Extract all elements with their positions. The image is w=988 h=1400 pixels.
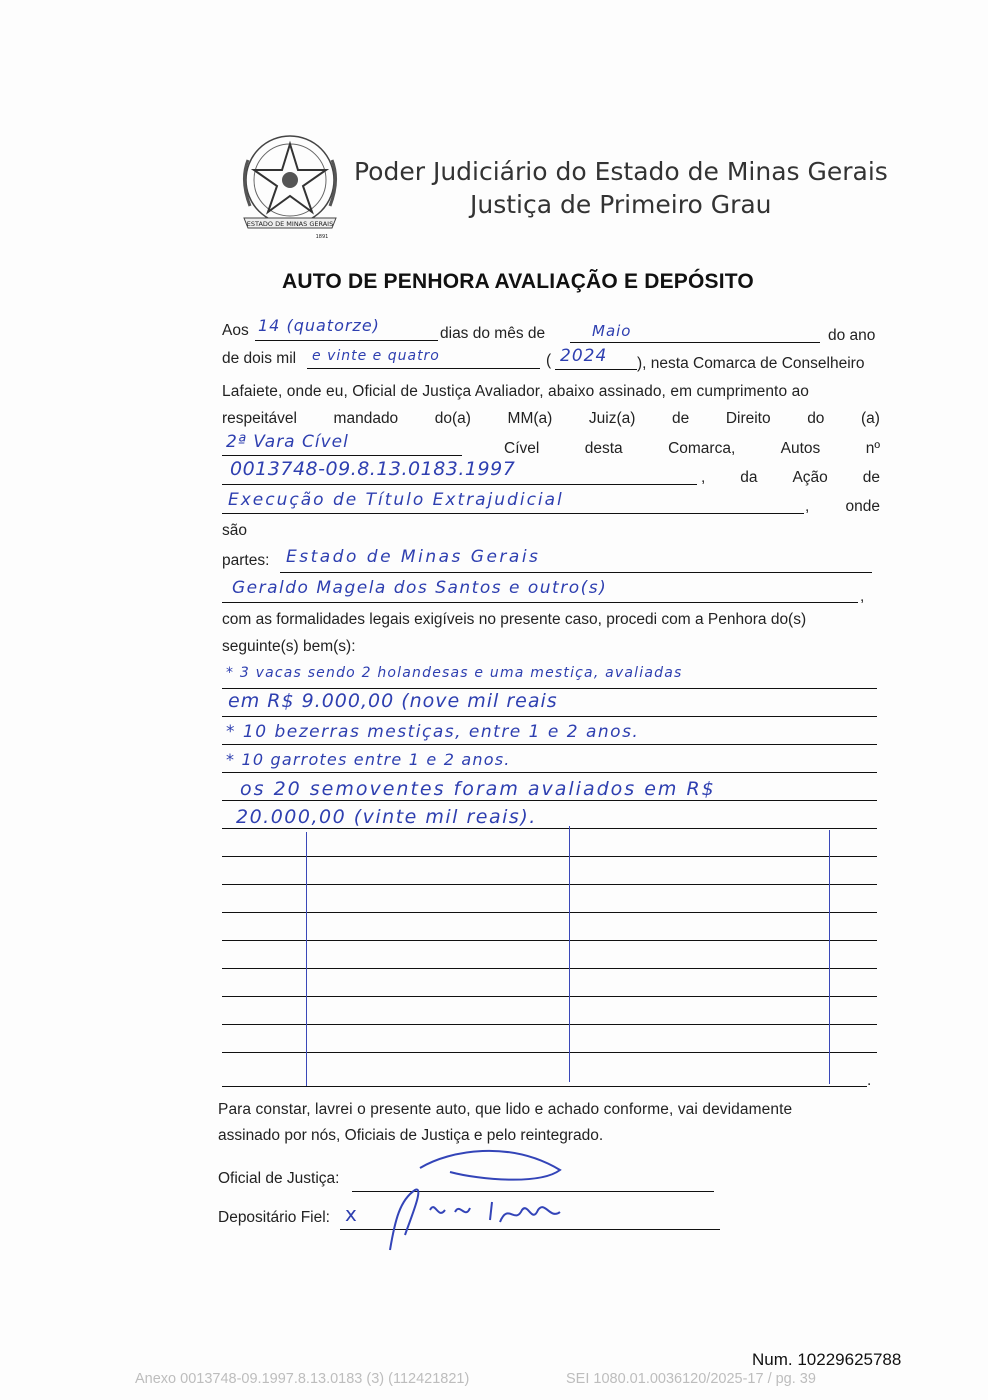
ruled-line xyxy=(222,940,877,941)
document-title: AUTO DE PENHORA AVALIAÇÃO E DEPÓSITO xyxy=(282,270,754,293)
field-mes-line xyxy=(570,342,820,343)
hw-dia: 14 (quatorze) xyxy=(258,316,380,335)
header-line-2: Justiça de Primeiro Grau xyxy=(470,190,772,219)
text-closing-2: assinado por nós, Oficiais de Justiça e pelo reintegrado. xyxy=(218,1127,604,1144)
hw-acao: Execução de Título Extrajudicial xyxy=(228,490,564,510)
text-formalidades: com as formalidades legais exigíveis no presente caso, procedi com a Penhora do(s) xyxy=(222,611,807,628)
hw-parte1: Estado de Minas Gerais xyxy=(286,547,541,567)
ruled-line xyxy=(222,996,877,997)
footer-sei: SEI 1080.01.0036120/2025-17 / pg. 39 xyxy=(566,1371,816,1387)
document-number: Num. 10229625788 xyxy=(752,1350,902,1369)
field-ano-line xyxy=(555,369,637,370)
seal-text: ESTADO DE MINAS GERAIS xyxy=(246,220,334,228)
label-paren: ( xyxy=(546,352,552,369)
seal-year: 1891 xyxy=(315,234,329,240)
cancel-stroke xyxy=(306,832,307,1086)
header-line-1: Poder Judiciário do Estado de Minas Gerais xyxy=(354,157,888,186)
field-dia-line xyxy=(255,340,438,341)
label-do-ano: do ano xyxy=(828,327,876,344)
ruled-line xyxy=(222,1052,877,1053)
text-seguintes: seguinte(s) bem(s): xyxy=(222,638,356,655)
ruled-line xyxy=(222,912,877,913)
label-nesta-comarca: ), nesta Comarca de Conselheiro xyxy=(637,355,865,372)
label-oficial: Oficial de Justiça: xyxy=(218,1170,340,1187)
ruled-line xyxy=(222,744,877,745)
ruled-line xyxy=(222,884,877,885)
label-aos: Aos xyxy=(222,322,249,339)
label-dois-mil: de dois mil xyxy=(222,350,297,367)
ruled-line xyxy=(222,800,877,801)
label-depositario: Depositário Fiel: xyxy=(218,1209,330,1226)
label-sao: são xyxy=(222,522,247,539)
hw-bem-1: * 3 vacas sendo 2 holandesas e uma mestiça, avaliadas xyxy=(226,665,683,681)
hw-bem-2: em R$ 9.000,00 (nove mil reais xyxy=(228,690,558,712)
field-vara-line xyxy=(222,455,462,456)
ruled-line xyxy=(222,856,877,857)
hw-vara: 2ª Vara Cível xyxy=(226,432,349,452)
ruled-line xyxy=(222,968,877,969)
hw-x-mark: x xyxy=(345,1202,358,1226)
hw-bem-3: * 10 bezerras mestiças, entre 1 e 2 anos. xyxy=(226,722,640,742)
signature xyxy=(360,1140,580,1260)
footer-anexo: Anexo 0013748-09.1997.8.13.0183 (3) (112421821) xyxy=(135,1371,470,1387)
hw-ano: 2024 xyxy=(560,346,608,366)
text-closing-1: Para constar, lavrei o presente auto, que lido e achado conforme, vai devidamente xyxy=(218,1101,793,1118)
text-line-4: respeitável mandado do(a) MM(a) Juiz(a) de Direito do (a) xyxy=(222,410,880,427)
ruled-line xyxy=(222,716,877,717)
field-parte1-line xyxy=(280,572,872,573)
hw-bem-4: * 10 garrotes entre 1 e 2 anos. xyxy=(226,750,511,769)
label-period: . xyxy=(867,1072,872,1089)
field-ano-extenso-line xyxy=(307,368,540,369)
label-comma: , xyxy=(860,588,865,605)
hw-autos: 0013748-09.8.13.0183.1997 xyxy=(230,458,516,480)
label-partes: partes: xyxy=(222,552,270,569)
hw-bem-6: 20.000,00 (vinte mil reais). xyxy=(236,806,537,828)
ruled-line xyxy=(222,772,877,773)
cancel-stroke xyxy=(569,826,570,1082)
field-acao-line xyxy=(222,513,804,514)
field-parte2-line xyxy=(222,602,858,603)
hw-mes: Maio xyxy=(592,322,632,340)
hw-bem-5: os 20 semoventes foram avaliados em R$ xyxy=(240,778,716,800)
text-civel-line: Cível desta Comarca, Autos nº xyxy=(504,440,880,457)
ruled-line xyxy=(222,1086,867,1087)
hw-ano-extenso: e vinte e quatro xyxy=(312,348,440,364)
hw-parte2: Geraldo Magela dos Santos e outro(s) xyxy=(232,578,608,598)
label-dias-mes: dias do mês de xyxy=(440,325,546,342)
field-autos-line xyxy=(222,484,697,485)
coat-of-arms-seal xyxy=(236,130,344,242)
cancel-stroke xyxy=(829,830,830,1084)
text-line-3: Lafaiete, onde eu, Oficial de Justiça Avaliador, abaixo assinado, em cumprimento ao xyxy=(222,383,810,400)
ruled-line xyxy=(222,688,877,689)
ruled-line xyxy=(222,828,877,829)
ruled-line xyxy=(222,1024,877,1025)
text-da-acao: , da Ação de xyxy=(701,469,880,486)
text-onde: , onde xyxy=(805,498,880,515)
